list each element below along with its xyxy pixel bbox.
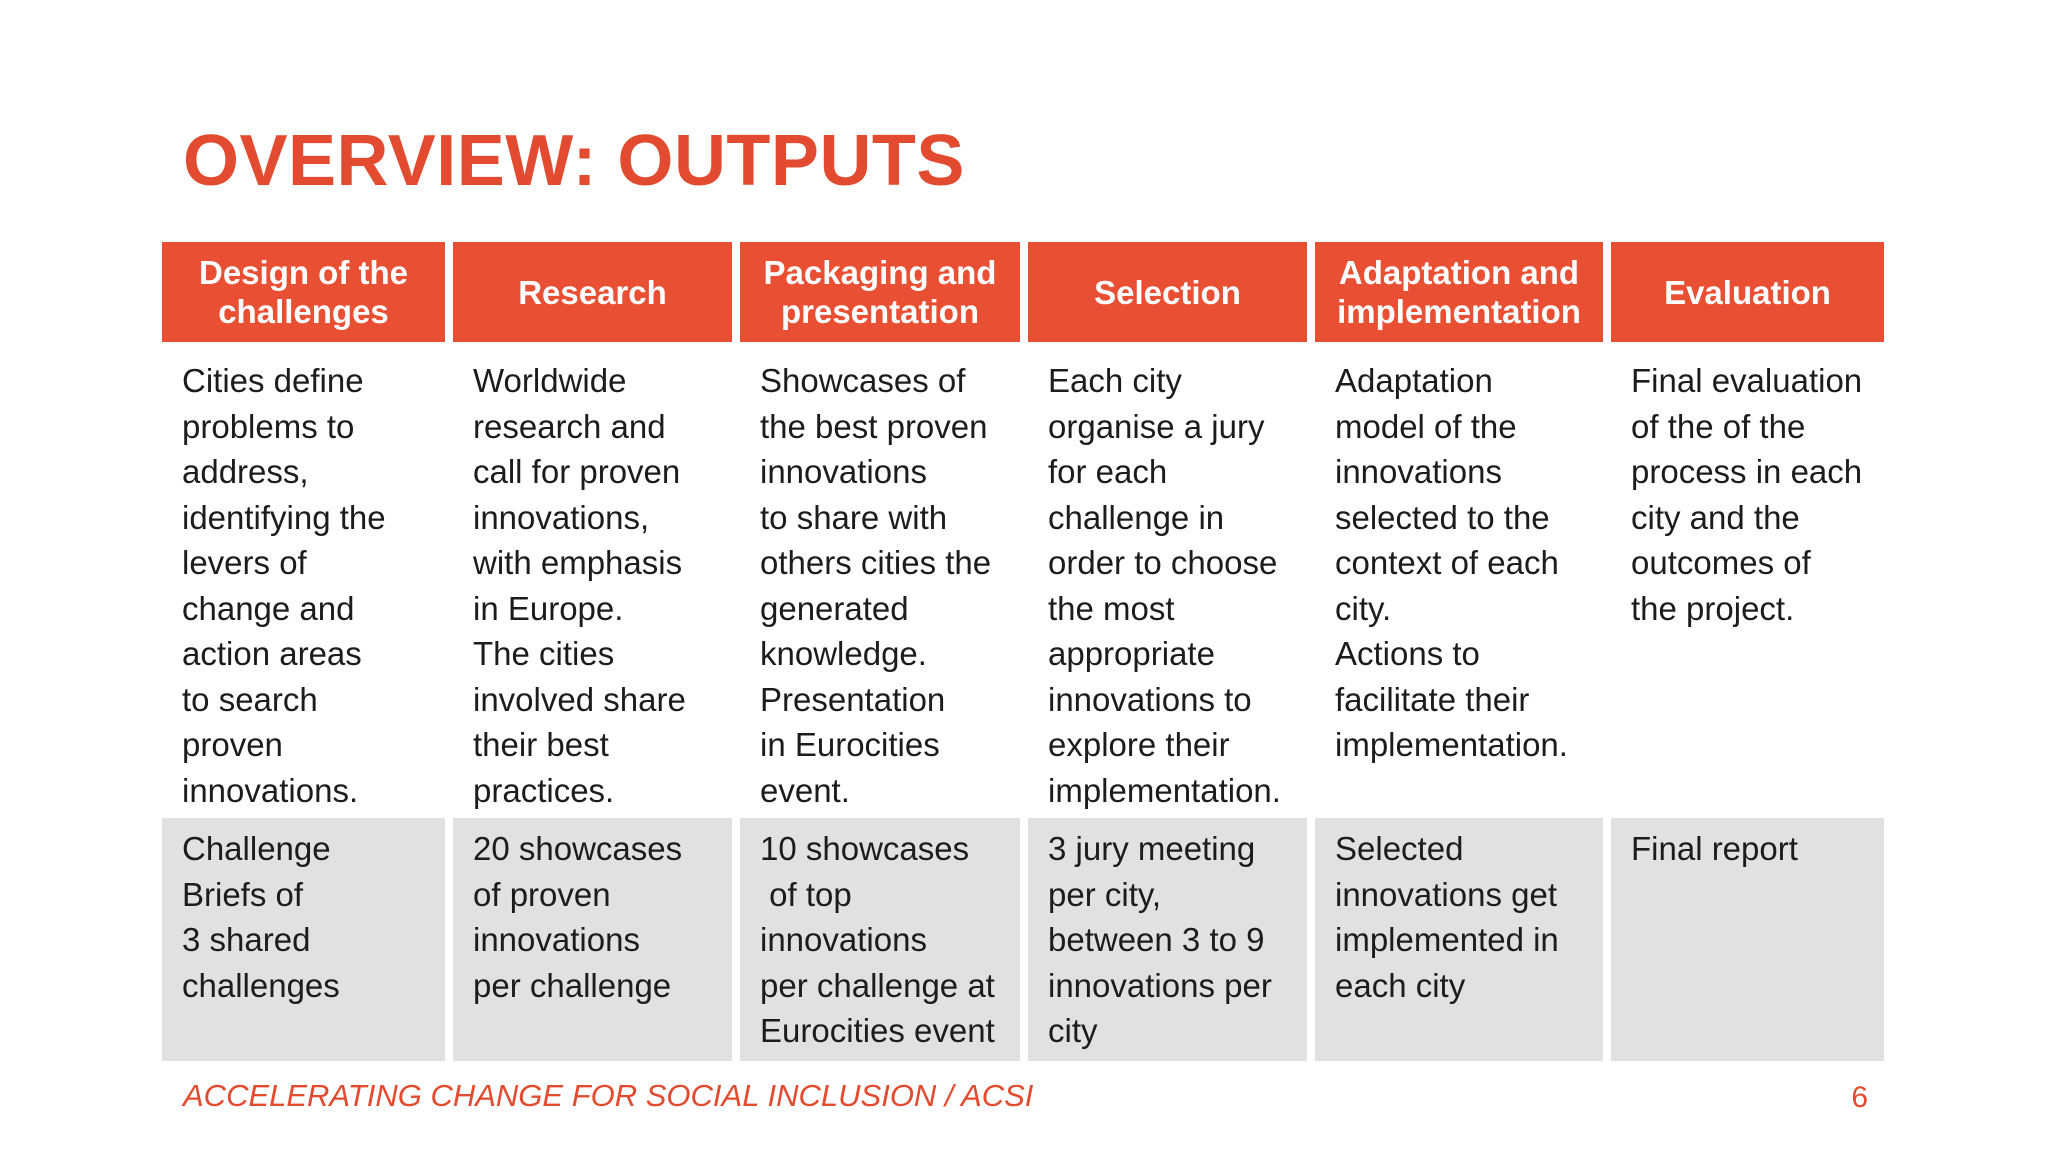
output-design-of-challenges: Challenge Briefs of 3 shared challenges: [162, 818, 445, 1061]
header-research: Research: [453, 242, 732, 342]
description-adaptation-implementation: Adaptation model of the innovations selected to the context of each city. Actions to facilitate their implementation.: [1335, 362, 1568, 763]
description-selection: Each city organise a jury for each challenge in order to choose the most appropriate innovations to explore their implementation.: [1048, 362, 1281, 809]
header-selection: Selection: [1028, 242, 1307, 342]
description-research: Worldwide research and call for proven innovations, with emphasis in Europe. The cities involved share their best practices.: [473, 362, 686, 809]
description-row: [162, 342, 1886, 818]
output-row: [162, 818, 1886, 1061]
output-evaluation: Final report: [1611, 818, 1884, 1061]
header-packaging-presentation: Packaging and presentation: [740, 242, 1020, 342]
header-adaptation-implementation: Adaptation and implementation: [1315, 242, 1603, 342]
description-design-of-challenges: Cities define problems to address, identifying the levers of change and action areas to search proven innovations.: [182, 362, 386, 809]
footer-project-name: ACCELERATING CHANGE FOR SOCIAL INCLUSION / ACSI: [183, 1078, 1034, 1113]
output-adaptation-implementation: Selected innovations get implemented in each city: [1315, 818, 1603, 1061]
output-packaging-presentation: 10 showcases of top innovations per challenge at Eurocities event: [740, 818, 1020, 1061]
header-row: [162, 242, 1886, 342]
output-research: 20 showcases of proven innovations per challenge: [453, 818, 732, 1061]
output-selection: 3 jury meeting per city, between 3 to 9 innovations per city: [1028, 818, 1307, 1061]
description-packaging-presentation: Showcases of the best proven innovations to share with others cities the generated knowledge. Presentation in Eurocities event.: [760, 362, 992, 809]
outputs-table: [162, 242, 1886, 1061]
header-design-of-challenges: Design of the challenges: [162, 242, 445, 342]
slide-title: OVERVIEW: OUTPUTS: [183, 121, 965, 201]
description-evaluation: Final evaluation of the of the process in each city and the outcomes of the project.: [1631, 362, 1863, 627]
header-evaluation: Evaluation: [1611, 242, 1884, 342]
page-number: 6: [1851, 1081, 1868, 1114]
